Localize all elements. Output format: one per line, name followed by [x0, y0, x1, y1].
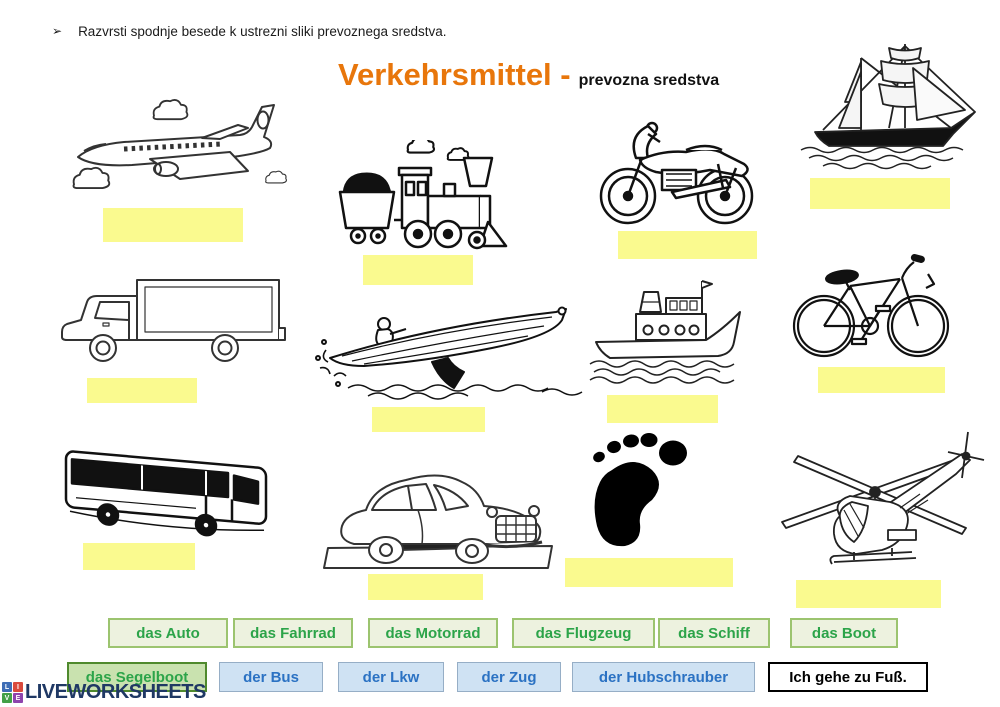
tugboat-cell: [586, 276, 754, 392]
car-cell: [320, 452, 560, 572]
airplane-cell: [62, 95, 300, 207]
answer-box-tugboat[interactable]: [607, 395, 718, 423]
answer-box-train[interactable]: [363, 255, 473, 285]
word-card-der-lkw[interactable]: [338, 662, 444, 692]
word-label: das Auto: [136, 624, 200, 642]
sailing-ship-icon: [793, 40, 985, 176]
word-card-das-motorrad[interactable]: [368, 618, 498, 648]
train-cell: [332, 140, 512, 256]
liveworksheets-logo: [2, 681, 206, 704]
logo-square-l: L: [2, 682, 12, 692]
footprint-icon: [572, 430, 702, 556]
tugboat-icon: [586, 276, 754, 392]
speedboat-icon: [312, 296, 604, 404]
word-label: Ich gehe zu Fuß.: [789, 668, 907, 686]
answer-box-bicycle[interactable]: [818, 367, 945, 393]
bicycle-cell: [786, 246, 958, 364]
logo-square-i: I: [13, 682, 23, 692]
word-label: das Fahrrad: [250, 624, 336, 642]
word-card-das-boot[interactable]: [790, 618, 898, 648]
logo-squares-icon: [2, 682, 23, 703]
page-title: [338, 57, 719, 93]
answer-box-airplane[interactable]: [103, 208, 243, 242]
bus-cell: [48, 428, 300, 540]
title-german: Verkehrsmittel -: [338, 57, 571, 92]
word-label: das Segelboot: [85, 668, 189, 686]
word-card-der-zug[interactable]: [457, 662, 561, 692]
truck-icon: [45, 276, 291, 372]
instruction-text: Razvrsti spodnje besede k ustrezni sliki prevoznega sredstva.: [78, 24, 447, 39]
arrow-bullet-icon: ➢: [52, 24, 63, 38]
footprint-cell: [572, 430, 702, 556]
word-card-das-fahrrad[interactable]: [233, 618, 353, 648]
answer-box-truck[interactable]: [87, 378, 197, 403]
instruction-line: [52, 24, 447, 39]
word-label: der Bus: [243, 668, 299, 686]
answer-box-car[interactable]: [368, 574, 483, 600]
word-card-ich-gehe-zu-fuss[interactable]: [768, 662, 928, 692]
word-label: der Hubschrauber: [598, 668, 729, 686]
answer-box-footprint[interactable]: [565, 558, 733, 587]
motorcycle-icon: [590, 112, 768, 230]
airplane-icon: [62, 95, 300, 207]
answer-box-motorcycle[interactable]: [618, 231, 757, 259]
answer-box-speedboat[interactable]: [372, 407, 485, 432]
word-card-das-flugzeug[interactable]: [512, 618, 655, 648]
bus-icon: [48, 428, 300, 540]
car-icon: [320, 452, 560, 572]
word-card-das-schiff[interactable]: [658, 618, 770, 648]
word-card-das-auto[interactable]: [108, 618, 228, 648]
speedboat-cell: [312, 296, 604, 404]
motorcycle-cell: [590, 112, 768, 230]
word-label: der Lkw: [362, 668, 420, 686]
title-slovenian: prevozna sredstva: [578, 72, 720, 89]
word-label: das Flugzeug: [535, 624, 632, 642]
truck-cell: [45, 276, 291, 372]
helicopter-icon: [770, 424, 988, 576]
word-card-der-bus[interactable]: [219, 662, 323, 692]
logo-square-e: E: [13, 693, 23, 703]
word-label: das Boot: [811, 624, 877, 642]
word-label: das Motorrad: [385, 624, 481, 642]
answer-box-bus[interactable]: [83, 543, 195, 570]
helicopter-cell: [770, 424, 988, 576]
answer-box-sailing-ship[interactable]: [810, 178, 950, 209]
logo-text: LIVEWORKSHEETS: [25, 681, 206, 703]
answer-box-helicopter[interactable]: [796, 580, 941, 608]
word-label: das Schiff: [678, 624, 750, 642]
word-label: der Zug: [481, 668, 537, 686]
word-card-der-hubschrauber[interactable]: [572, 662, 755, 692]
logo-square-v: V: [2, 693, 12, 703]
steam-train-icon: [332, 140, 512, 256]
sailing-ship-cell: [793, 40, 985, 176]
bicycle-icon: [786, 246, 958, 364]
